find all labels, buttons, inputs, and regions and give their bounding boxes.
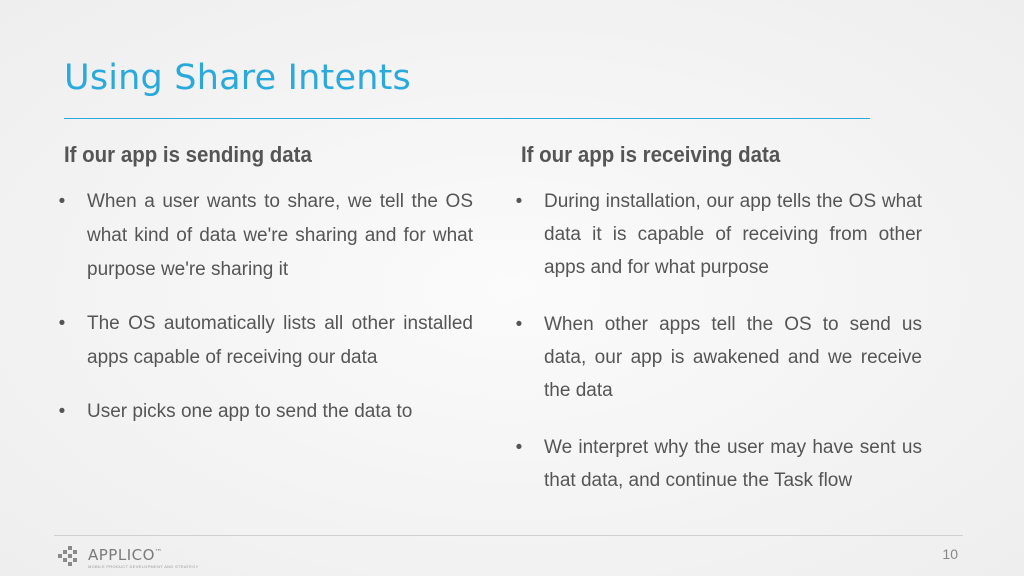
title-divider [64,118,870,119]
bullet-icon: • [58,401,66,422]
bullet-text: The OS automatically lists all other installed apps capable of receiving our data [87,313,473,368]
list-item [55,307,473,375]
list-item [55,395,473,429]
bullet-text: When other apps tell the OS to send us data, our app is awakened and we receive the data [544,314,922,401]
left-column [55,140,473,429]
bullet-icon: • [58,191,66,212]
logo-tagline: MOBILE PRODUCT DEVELOPMENT AND STRATEGY [88,563,199,569]
bullet-icon: • [515,191,523,212]
page-number: 10 [942,546,958,562]
applico-logo-icon [58,545,80,567]
list-item [512,185,922,284]
bullet-text: During installation, our app tells the OS what data it is capable of receiving from other apps and for what purpose [544,191,922,278]
left-bullet-list [55,185,473,429]
trademark-mark: ™ [154,547,163,556]
footer-divider [54,535,963,536]
list-item [512,308,922,407]
list-item [512,431,922,497]
bullet-text: When a user wants to share, we tell the OS what kind of data we're sharing and for what purpose we're sharing it [87,191,473,280]
bullet-text: User picks one app to send the data to [87,401,413,422]
bullet-icon: • [515,314,523,335]
slide-title: Using Share Intents [64,58,411,98]
left-column-heading: If our app is sending data [64,142,312,167]
bullet-icon: • [58,313,66,334]
bullet-text: We interpret why the user may have sent us that data, and continue the Task flow [544,437,922,491]
right-column-heading: If our app is receiving data [521,142,781,167]
list-item [55,185,473,287]
logo-wordmark: APPLICO [88,545,155,564]
right-column [512,140,922,497]
bullet-icon: • [515,437,523,458]
applico-logo [58,543,199,569]
right-bullet-list [512,185,922,497]
